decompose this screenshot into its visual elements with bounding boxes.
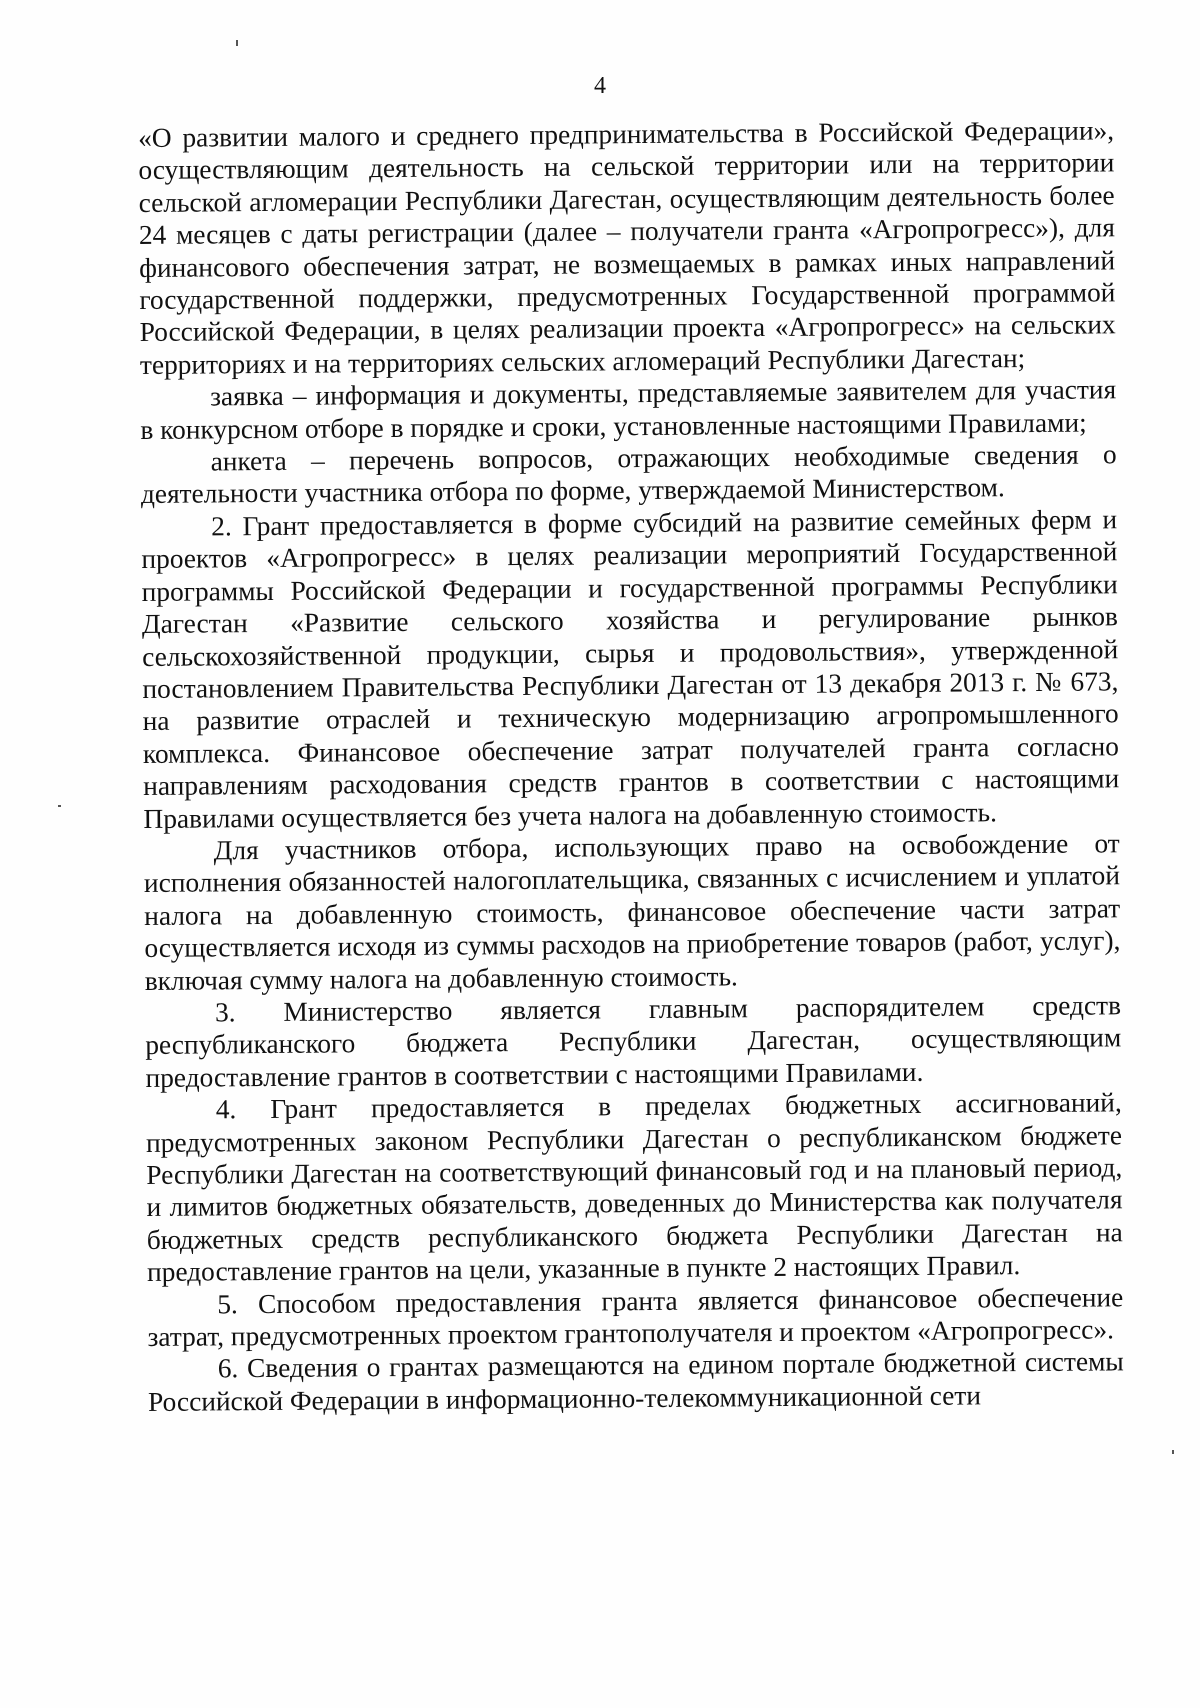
scan-speck: [236, 40, 238, 46]
paragraph: 5. Способом предоставления гранта является финансовое обеспечение затрат, предусмотренных проектом грантополучателя и проектом «Агропрогресс».: [147, 1281, 1124, 1352]
paragraph: 4. Грант предоставляется в пределах бюджетных ассигнований, предусмотренных законом Республики Дагестан о республиканском бюджете Республики Дагестан на соответствующий финансовый год и на плановый период, и лимитов бюджетных обязательств, доведенных до Министерства как получателя бюджетных средств республиканского бюджета Республики Дагестан на предоставление грантов на цели, указанные в пункте 2 настоящих Правил.: [145, 1087, 1123, 1288]
paragraph: 6. Сведения о грантах размещаются на едином портале бюджетной системы Российской Федерации в информационно-телекоммуникационной сети: [147, 1346, 1124, 1417]
paragraph: заявка – информация и документы, представляемые заявителем для участия в конкурсном отборе в порядке и сроки, установленные настоящими Правилами;: [140, 374, 1117, 445]
scan-speck: [1172, 1450, 1174, 1454]
paragraph: анкета – перечень вопросов, отражающих необходимые сведения о деятельности участника отбора по форме, утверждаемой Министерством.: [140, 439, 1117, 510]
document-body: [138, 114, 1124, 1418]
paragraph: Для участников отбора, использующих право на освобождение от исполнения обязанностей налогоплательщика, связанных с исчислением и уплатой налога на добавленную стоимость, финансовое обеспечение части затрат осуществляется исходя из суммы расходов на приобретение товаров (работ, услуг), включая сумму налога на добавленную стоимость.: [143, 828, 1121, 996]
page-number: 4: [594, 73, 606, 99]
paragraph: 3. Министерство является главным распорядителем средств республиканского бюджета Республики Дагестан, осуществляющим предоставление грантов в соответствии с настоящими Правилами.: [145, 990, 1122, 1093]
scan-speck: [58, 805, 61, 807]
paragraph: «О развитии малого и среднего предпринимательства в Российской Федерации», осуществляющим деятельность на сельской территории или на территории сельской агломерации Республики Дагестан, осуществляющим деятельность более 24 месяцев с даты регистрации (далее – получатели гранта «Агропрогресс»), для финансового обеспечения затрат, не возмещаемых в рамках иных направлений государственной поддержки, предусмотренных Государственной программой Российской Федерации, в целях реализации проекта «Агропрогресс» на сельских территориях и на территориях сельских агломераций Республики Дагестан;: [138, 115, 1116, 380]
paragraph: 2. Грант предоставляется в форме субсидий на развитие семейных ферм и проектов «Агропрогресс» в целях реализации мероприятий Государственной программы Российской Федерации и государственной программы Республики Дагестан «Развитие сельского хозяйства и регулирование рынков сельскохозяйственной продукции, сырья и продовольствия», утвержденной постановлением Правительства Республики Дагестан от 13 декабря 2013 г. № 673, на развитие отраслей и техническую модернизацию агропромышленного комплекса. Финансовое обеспечение затрат получателей гранта согласно направлениям расходования средств грантов в соответствии с настоящими Правилами осуществляется без учета налога на добавленную стоимость.: [141, 504, 1120, 834]
